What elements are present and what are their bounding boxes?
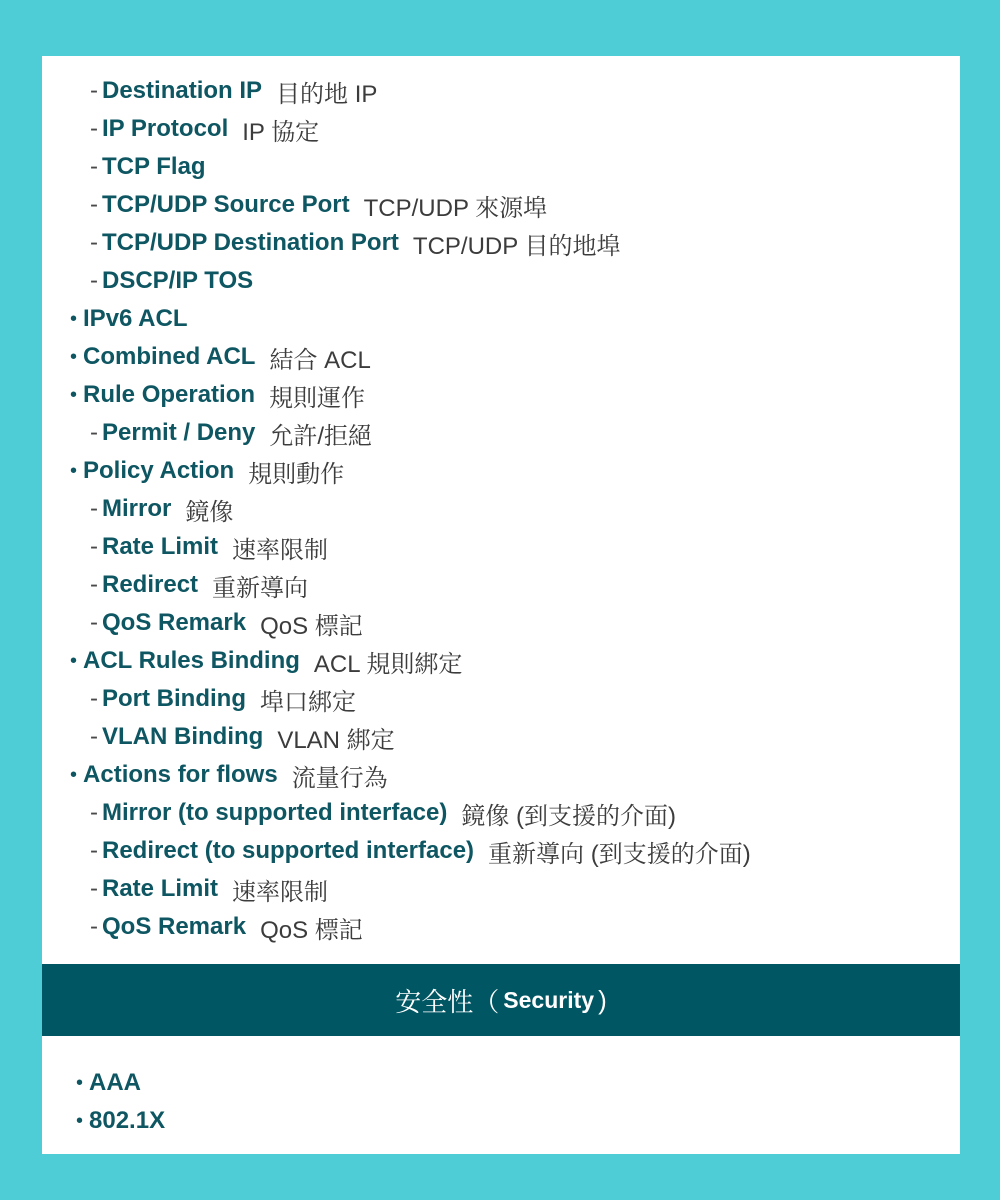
feature-term-en: Mirror (to supported interface) — [102, 799, 448, 826]
bullet-marker: • — [70, 459, 78, 482]
feature-term-en: IP Protocol — [102, 115, 229, 142]
dash-marker: - — [90, 837, 98, 864]
feature-term-en: Rule Operation — [83, 381, 256, 408]
dash-marker: - — [90, 77, 98, 104]
dash-marker: - — [90, 609, 98, 636]
feature-term-zh: TCP/UDP 目的地埠 — [412, 232, 621, 260]
feature-sub-item — [42, 680, 960, 718]
feature-bullet-item — [42, 1064, 960, 1102]
dash-marker: - — [90, 913, 98, 940]
feature-sub-item — [42, 148, 960, 186]
feature-term-en: Rate Limit — [102, 533, 219, 560]
bullet-marker: • — [70, 763, 78, 786]
dash-marker: - — [90, 875, 98, 902]
dash-marker: - — [90, 723, 98, 750]
feature-term-en: Combined ACL — [83, 343, 256, 370]
dash-marker: - — [90, 115, 98, 142]
feature-bullet-item — [42, 338, 960, 376]
feature-sub-item — [42, 832, 960, 870]
feature-sub-item — [42, 110, 960, 148]
feature-term-en: Mirror — [102, 495, 172, 522]
section-title-zh: 安全性 — [395, 986, 474, 1017]
feature-term-zh: 速率限制 — [232, 536, 329, 564]
dash-marker: - — [90, 533, 98, 560]
feature-term-en: TCP/UDP Destination Port — [102, 229, 399, 256]
feature-sub-item — [42, 262, 960, 300]
bullet-marker: • — [76, 1109, 84, 1132]
feature-term-zh: 埠口綁定 — [259, 688, 356, 716]
dash-marker: - — [90, 153, 98, 180]
feature-term-zh: VLAN 綁定 — [277, 726, 395, 754]
feature-term-en: IPv6 ACL — [83, 305, 188, 332]
feature-term-zh: 允許/拒絕 — [269, 422, 373, 450]
feature-bullet-item — [42, 642, 960, 680]
dash-marker: - — [90, 685, 98, 712]
section-title-en: Security — [503, 986, 595, 1013]
feature-term-en: 802.1X — [89, 1107, 166, 1134]
feature-term-zh: 重新導向 — [212, 574, 309, 602]
feature-sub-item — [42, 490, 960, 528]
dash-marker: - — [90, 229, 98, 256]
feature-bullet-item — [42, 1102, 960, 1140]
feature-term-en: Destination IP — [102, 77, 263, 104]
section-banner-security — [42, 964, 960, 1036]
feature-term-zh: 鏡像 — [185, 498, 234, 526]
bullet-marker: • — [70, 649, 78, 672]
dash-marker: - — [90, 191, 98, 218]
bullet-marker: • — [70, 307, 78, 330]
feature-term-en: Permit / Deny — [102, 419, 256, 446]
feature-sub-item — [42, 414, 960, 452]
feature-bullet-item — [42, 376, 960, 414]
feature-term-en: Actions for flows — [83, 761, 278, 788]
feature-sub-item — [42, 794, 960, 832]
dash-marker: - — [90, 799, 98, 826]
feature-term-en: DSCP/IP TOS — [102, 267, 254, 294]
feature-bullet-item — [42, 452, 960, 490]
section-close-paren: ) — [598, 984, 607, 1015]
feature-term-zh: ACL 規則綁定 — [313, 650, 463, 678]
feature-term-zh: 結合 ACL — [269, 346, 371, 374]
feature-term-zh: 重新導向 (到支援的介面) — [488, 840, 751, 868]
feature-bullet-item — [42, 756, 960, 794]
feature-sub-item — [42, 528, 960, 566]
feature-term-en: TCP/UDP Source Port — [102, 191, 350, 218]
bullet-marker: • — [70, 345, 78, 368]
acl-feature-list — [42, 72, 960, 946]
feature-term-zh: TCP/UDP 來源埠 — [363, 194, 548, 222]
feature-term-en: QoS Remark — [102, 609, 247, 636]
feature-sub-item — [42, 718, 960, 756]
feature-term-en: Redirect (to supported interface) — [102, 837, 475, 864]
feature-sub-item — [42, 604, 960, 642]
feature-term-en: Rate Limit — [102, 875, 219, 902]
feature-bullet-item — [42, 300, 960, 338]
security-feature-list — [42, 1064, 960, 1140]
feature-term-zh: 目的地 IP — [276, 80, 378, 108]
feature-term-zh: 規則動作 — [248, 460, 345, 488]
feature-sub-item — [42, 72, 960, 110]
feature-term-en: Policy Action — [83, 457, 235, 484]
feature-term-en: AAA — [89, 1069, 142, 1096]
section-open-paren: （ — [473, 986, 500, 1017]
feature-term-en: Port Binding — [102, 685, 246, 712]
dash-marker: - — [90, 419, 98, 446]
feature-term-en: QoS Remark — [102, 913, 247, 940]
feature-sub-item — [42, 908, 960, 946]
feature-sub-item — [42, 186, 960, 224]
feature-term-zh: 規則運作 — [269, 384, 366, 412]
feature-sub-item — [42, 224, 960, 262]
bullet-marker: • — [76, 1071, 84, 1094]
bullet-marker: • — [70, 383, 78, 406]
feature-term-zh: 速率限制 — [232, 878, 329, 906]
feature-term-zh: 鏡像 (到支援的介面) — [461, 802, 677, 830]
feature-sub-item — [42, 566, 960, 604]
feature-term-zh: QoS 標記 — [260, 916, 363, 944]
feature-term-en: ACL Rules Binding — [83, 647, 300, 674]
feature-term-zh: 流量行為 — [291, 764, 388, 792]
dash-marker: - — [90, 571, 98, 598]
feature-term-en: VLAN Binding — [102, 723, 264, 750]
feature-sub-item — [42, 870, 960, 908]
feature-term-zh: IP 協定 — [242, 118, 320, 146]
feature-term-zh: QoS 標記 — [260, 612, 363, 640]
dash-marker: - — [90, 495, 98, 522]
feature-term-en: TCP Flag — [102, 153, 206, 180]
feature-term-en: Redirect — [102, 571, 199, 598]
spec-card — [42, 56, 960, 1154]
dash-marker: - — [90, 267, 98, 294]
